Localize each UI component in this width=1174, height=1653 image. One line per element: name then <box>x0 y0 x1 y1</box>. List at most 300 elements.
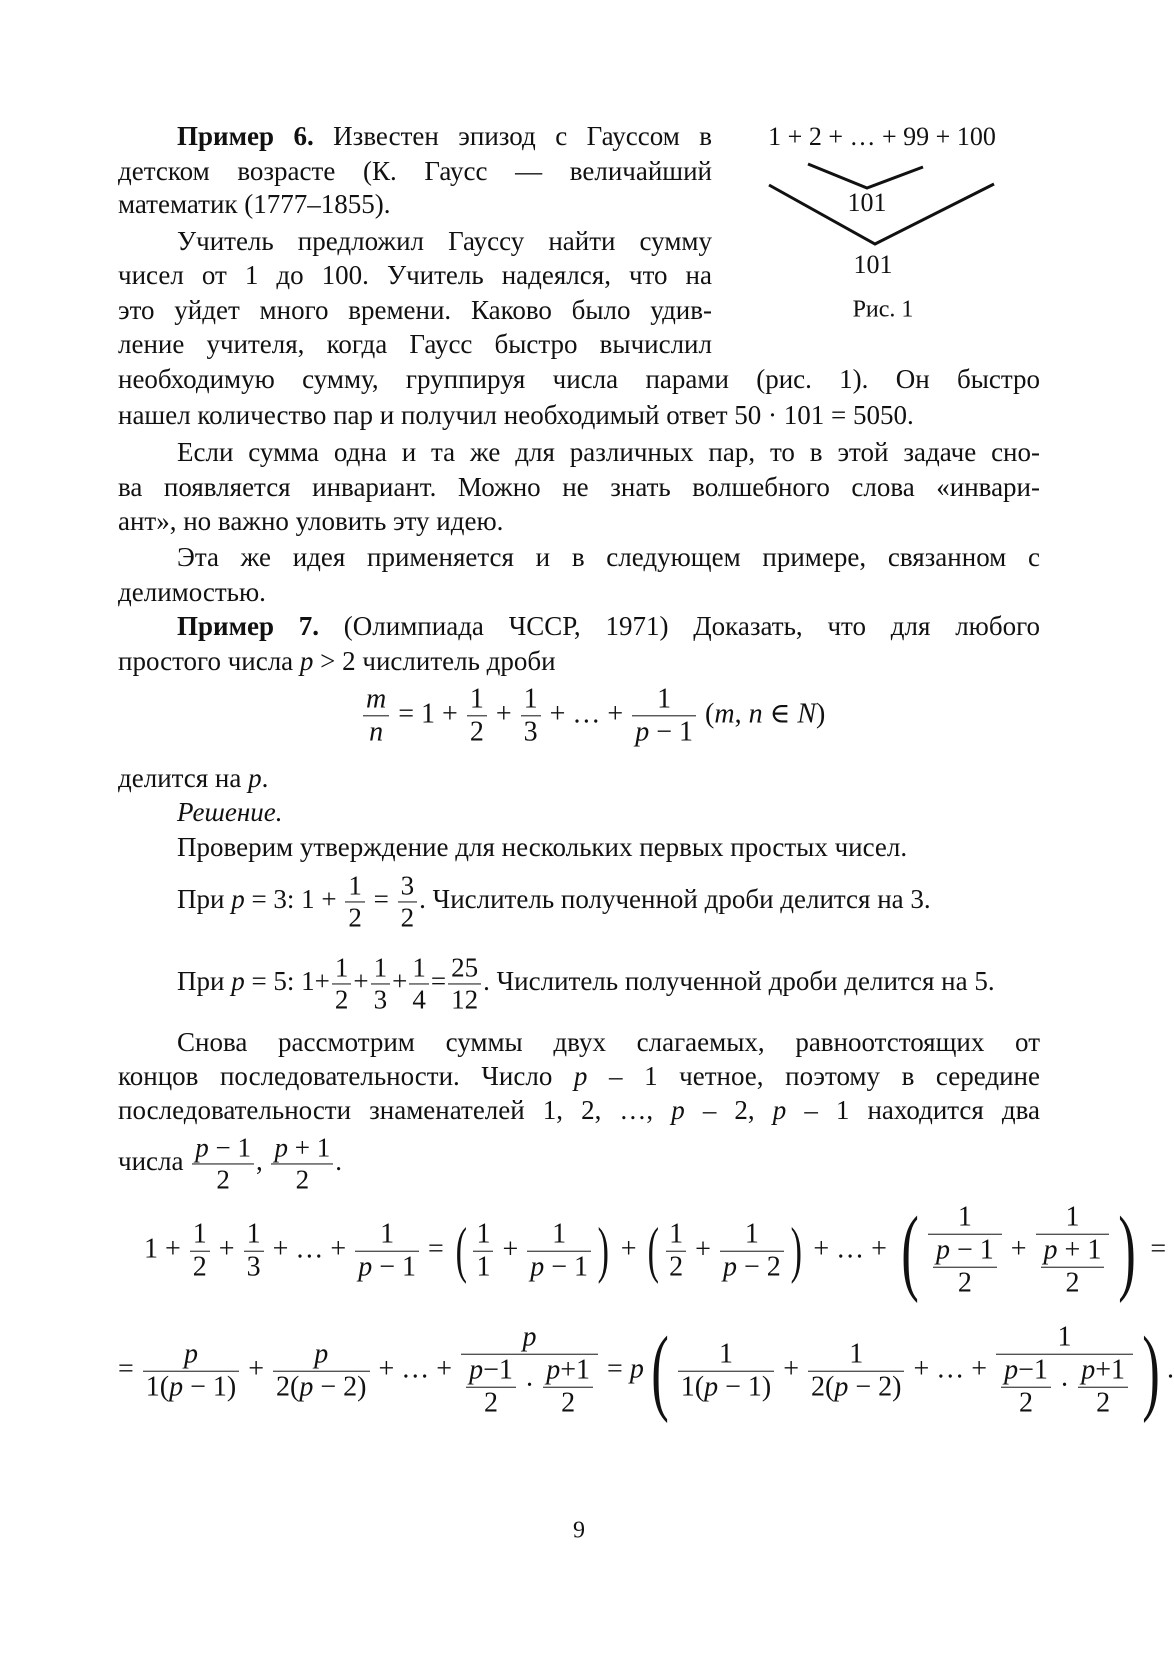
text-line <box>118 761 1040 795</box>
italic-variable: p <box>722 1251 737 1283</box>
numerator <box>332 952 352 984</box>
group-content <box>676 1322 1135 1421</box>
fraction <box>996 1322 1133 1421</box>
fraction <box>345 870 365 933</box>
group-content <box>471 1218 593 1283</box>
numerator <box>632 683 696 716</box>
text-run: 3 <box>373 984 388 1015</box>
text-run: 1 <box>957 1201 972 1233</box>
text-run: математик (1777–1855). <box>118 189 391 219</box>
italic-variable: p <box>935 1234 950 1266</box>
denominator <box>996 1355 1133 1420</box>
fraction <box>355 1218 419 1283</box>
text-run: При <box>177 966 232 997</box>
text-run: 1 <box>373 952 388 983</box>
text-run: . Числитель полученной дроби делится на 3. <box>419 884 931 915</box>
text-line <box>118 644 1040 678</box>
italic-variable: p <box>671 1095 685 1125</box>
text-run: 1 <box>476 1218 491 1250</box>
text-run: простого числа <box>118 646 300 676</box>
text-run: последовательности знаменателей 1, 2, …, <box>118 1095 672 1125</box>
text-run: + <box>688 1233 718 1265</box>
text-run: −1 <box>483 1354 513 1386</box>
text-line <box>118 224 712 258</box>
text-run: + … + <box>806 1233 894 1265</box>
left-paren: ( <box>901 1197 919 1304</box>
text-run: концов последовательности. Число <box>118 1061 574 1091</box>
numerator <box>409 952 429 984</box>
italic-variable: p <box>530 1251 545 1283</box>
text-run: 2 <box>1018 1388 1033 1420</box>
text-line <box>118 362 1040 396</box>
fraction <box>271 1132 333 1195</box>
text-run: = <box>600 1353 630 1385</box>
text-run: − 2) <box>848 1371 902 1403</box>
page-number: 9 <box>573 1517 585 1544</box>
text-run: 1 <box>348 870 362 901</box>
text-run: = <box>366 884 396 915</box>
right-paren: ) <box>1142 1317 1160 1424</box>
italic-variable: m <box>714 698 735 730</box>
text-run: + <box>613 1233 644 1265</box>
text-run: 1 <box>744 1218 759 1250</box>
text-run: = <box>430 966 447 997</box>
denominator <box>409 985 429 1016</box>
numerator <box>271 1132 333 1164</box>
text-run: , <box>734 698 749 730</box>
group-content <box>926 1202 1111 1301</box>
fraction <box>467 683 487 748</box>
denominator <box>345 903 365 934</box>
text-run: 2( <box>276 1371 300 1403</box>
text-run: 2( <box>811 1371 835 1403</box>
text-run: 2 <box>400 902 415 933</box>
denominator <box>1001 1388 1051 1420</box>
text-run: 25 <box>451 952 479 983</box>
fraction <box>371 952 391 1015</box>
denominator <box>363 717 389 749</box>
formula <box>361 683 825 748</box>
text-run: делимостью. <box>118 577 266 607</box>
text-run: 2 <box>295 1164 310 1195</box>
numerator <box>371 952 391 984</box>
denominator <box>273 1372 369 1404</box>
italic-variable: p <box>834 1371 849 1403</box>
italic-variable: p <box>358 1251 373 1283</box>
text-run: – 2, <box>684 1095 773 1125</box>
fraction <box>273 1338 369 1403</box>
numerator <box>808 1338 904 1371</box>
text-run: 1 + <box>144 1233 188 1265</box>
denominator <box>1036 1235 1110 1300</box>
text-line <box>118 187 712 221</box>
text-run: + <box>241 1353 272 1385</box>
numerator <box>928 1202 1002 1235</box>
fraction <box>409 952 429 1015</box>
text-run: необходимую сумму, группируя числа парами (рис. 1). Он быстро <box>118 364 1040 394</box>
formula <box>144 1197 1167 1304</box>
text-run: 1( <box>145 1371 170 1403</box>
text-run: 2 <box>483 1388 498 1420</box>
text-run: Эта же идея применяется и в следующем примере, связанном с <box>177 542 1040 572</box>
text-run: 2 <box>469 716 484 748</box>
parenthesized-group <box>451 1218 614 1283</box>
fraction <box>473 1218 493 1283</box>
text-line <box>118 795 1040 829</box>
text-run: = 3: 1 + <box>244 884 344 915</box>
text-run: 50 · 101 = 5050. <box>734 400 914 430</box>
figure-caption: Рис. 1 <box>852 296 914 323</box>
italic-variable: p <box>635 716 650 748</box>
text-run: 2 <box>561 1388 576 1420</box>
denominator <box>467 717 487 749</box>
numerator <box>1001 1355 1051 1388</box>
text-line <box>118 119 712 153</box>
text-run: нашел количество пар и получил необходимый ответ <box>118 400 735 430</box>
text-run: 3 <box>400 870 415 901</box>
italic-variable: p <box>629 1353 644 1385</box>
text-run: + <box>353 966 369 997</box>
text-run: − 2) <box>313 1371 367 1403</box>
text-run: При <box>177 884 232 915</box>
formula <box>118 1317 1174 1424</box>
fraction <box>808 1338 904 1403</box>
italic-variable: p <box>469 1354 484 1386</box>
denominator <box>466 1388 516 1420</box>
text-line <box>118 609 1040 643</box>
italic-variable: p <box>231 884 245 915</box>
parenthesized-group <box>644 1317 1167 1424</box>
text-run: это уйдет много времени. Каково было удив- <box>118 295 712 325</box>
italic-variable: p <box>522 1321 537 1353</box>
numerator <box>143 1338 239 1371</box>
denominator <box>521 717 541 749</box>
text-line <box>118 1132 1040 1195</box>
text-run: 4 <box>412 984 426 1015</box>
denominator <box>678 1372 774 1404</box>
text-run: − 1 <box>949 1234 994 1266</box>
text-line <box>118 398 1040 432</box>
numerator <box>273 1338 369 1371</box>
left-paren: ( <box>651 1317 669 1424</box>
text-run: 1 <box>523 683 538 715</box>
fraction <box>363 683 389 748</box>
fraction <box>448 952 481 1015</box>
denominator <box>543 1388 593 1420</box>
text-run: . <box>261 763 269 793</box>
text-run: − 1 <box>544 1251 589 1283</box>
figure-inner-pair-sum: 101 <box>847 188 887 217</box>
text-run: 2 <box>669 1251 684 1283</box>
left-paren: ( <box>648 1217 660 1285</box>
text-run: 1 <box>849 1338 864 1370</box>
text-run: − 1 <box>372 1251 416 1283</box>
numerator <box>1041 1235 1105 1268</box>
text-run: + … + <box>542 698 631 730</box>
parenthesized-group <box>643 1218 806 1283</box>
example-heading: Пример 7. <box>177 611 320 641</box>
text-line <box>118 575 1040 609</box>
text-run: . <box>1166 1353 1174 1385</box>
text-run: + 1 <box>1057 1234 1102 1266</box>
text-run: −1 <box>1018 1354 1048 1386</box>
italic-variable: N <box>797 698 816 730</box>
text-run: Проверим утверждение для нескольких первых простых чисел. <box>177 832 908 862</box>
text-line <box>118 1093 1040 1127</box>
fraction <box>332 952 352 1015</box>
denominator <box>1078 1388 1128 1420</box>
numerator <box>1078 1355 1128 1388</box>
numerator <box>933 1235 997 1268</box>
text-run: 3 <box>246 1251 261 1283</box>
fraction <box>1036 1202 1110 1301</box>
denominator <box>448 985 481 1016</box>
fraction <box>1078 1355 1128 1420</box>
fraction <box>398 870 418 933</box>
text-run: 12 <box>451 984 479 1015</box>
numerator <box>448 952 481 984</box>
numerator <box>473 1218 493 1251</box>
text-run: Снова рассмотрим суммы двух слагаемых, равноотстоящих от <box>177 1027 1040 1057</box>
italic-variable: p <box>573 1061 588 1091</box>
numerator <box>521 683 541 716</box>
italic-variable: p <box>1004 1354 1019 1386</box>
text-run: = <box>118 1353 141 1385</box>
text-run: 1 <box>669 1218 684 1250</box>
text-run: ∈ <box>762 698 798 730</box>
denominator <box>933 1268 997 1300</box>
numerator <box>398 870 418 902</box>
text-run: + <box>776 1353 807 1385</box>
fraction <box>527 1218 591 1283</box>
text-line <box>118 1025 1040 1059</box>
numerator <box>1036 1202 1110 1235</box>
italic-variable: p <box>231 966 245 997</box>
text-run: = 5: 1+ <box>244 966 330 997</box>
text-run: + … + <box>906 1353 995 1385</box>
fraction <box>928 1202 1002 1301</box>
italic-variable: n <box>369 716 384 748</box>
numerator <box>192 1132 254 1164</box>
denominator <box>461 1355 598 1420</box>
numerator <box>363 683 389 716</box>
text-run: + <box>392 966 408 997</box>
text-run: 1 <box>412 952 426 983</box>
denominator <box>143 1372 239 1404</box>
italic-variable: p <box>299 646 314 676</box>
fraction <box>543 1355 593 1420</box>
numerator <box>720 1218 784 1251</box>
text-run: 1 <box>476 1251 491 1283</box>
text-run: 1 <box>380 1218 395 1250</box>
text-run: числа <box>118 1146 191 1177</box>
text-run: ) <box>816 698 826 730</box>
fraction <box>1001 1355 1051 1420</box>
numerator <box>244 1218 264 1251</box>
text-run: > 2 числитель дроби <box>313 646 556 676</box>
fraction <box>192 1132 254 1195</box>
italic-variable: p <box>772 1095 787 1125</box>
denominator <box>1041 1268 1105 1300</box>
text-run: 2 <box>1065 1268 1080 1300</box>
text-run: 1 <box>469 683 484 715</box>
numerator <box>355 1218 419 1251</box>
text-line <box>118 952 1040 1015</box>
text-run: детском возрасте (К. Гаусс — величайший <box>118 156 712 186</box>
numerator <box>467 683 487 716</box>
denominator <box>808 1372 904 1404</box>
text-line <box>118 258 712 292</box>
text-run: − 2 <box>736 1251 781 1283</box>
text-run: · <box>517 1370 542 1402</box>
text-run: 1 <box>552 1218 567 1250</box>
text-run: 2 <box>348 902 362 933</box>
numerator <box>461 1322 598 1355</box>
right-paren: ) <box>1118 1197 1137 1304</box>
text-run: − 1 <box>649 716 694 748</box>
text-run: 1 <box>1065 1201 1080 1233</box>
text-line <box>118 504 1040 538</box>
text-line <box>118 1059 1040 1093</box>
text-line <box>118 435 1040 469</box>
text-run: + <box>495 1233 526 1265</box>
text-run: · <box>1052 1370 1077 1402</box>
text-run: 2 <box>957 1268 972 1300</box>
text-run: 2 <box>1096 1388 1111 1420</box>
text-run: 1 <box>719 1338 733 1370</box>
italic-variable: p <box>314 1338 329 1370</box>
denominator <box>398 903 418 934</box>
denominator <box>632 717 696 749</box>
text-run: 1 <box>246 1218 261 1250</box>
left-paren: ( <box>455 1217 467 1285</box>
text-run: = <box>420 1233 451 1265</box>
text-run: − 1) <box>183 1371 237 1403</box>
italic-variable: p <box>274 1132 288 1163</box>
italic-variable: p <box>195 1132 209 1163</box>
fraction <box>244 1218 264 1283</box>
numerator <box>466 1355 516 1388</box>
text-line <box>118 154 712 188</box>
text-line <box>118 293 712 327</box>
denominator <box>271 1165 333 1196</box>
text-run: чисел от 1 до 100. Учитель надеялся, что на <box>118 260 712 290</box>
fraction <box>1041 1235 1105 1300</box>
italic-variable: p <box>248 763 262 793</box>
italic-variable: Решение. <box>177 797 283 827</box>
italic-variable: p <box>184 1338 199 1370</box>
text-run: (Олимпиада ЧССР, 1971) Доказать, что для любого <box>319 611 1040 641</box>
denominator <box>355 1252 419 1284</box>
denominator <box>244 1252 264 1284</box>
numerator <box>678 1338 774 1371</box>
text-run: – 1 находится два <box>786 1095 1041 1125</box>
text-run: 1( <box>680 1371 705 1403</box>
text-run: + <box>1003 1233 1034 1265</box>
denominator <box>928 1235 1002 1300</box>
figure-sum-expression: 1 + 2 + … + 99 + 100 <box>768 122 996 151</box>
text-run: . <box>335 1146 342 1177</box>
italic-variable: p <box>169 1371 184 1403</box>
fraction <box>143 1338 239 1403</box>
text-run: 1 <box>192 1218 207 1250</box>
text-run: – 1 четное, поэтому в середине <box>587 1061 1040 1091</box>
text-run: 1 <box>657 683 672 715</box>
numerator <box>527 1218 591 1251</box>
text-run: , <box>255 1146 270 1177</box>
text-run: 1 <box>334 952 349 983</box>
right-paren: ) <box>790 1217 802 1285</box>
fraction <box>632 683 696 748</box>
numerator <box>190 1218 210 1251</box>
italic-variable: p <box>704 1371 719 1403</box>
text-run: ва появляется инвариант. Можно не знать волшебного слова «инвари- <box>118 472 1040 502</box>
text-run: ант», но важно уловить эту идею. <box>118 506 504 536</box>
fraction <box>466 1355 516 1420</box>
text-run: . Числитель полученной дроби делится на 5. <box>483 966 995 997</box>
text-line <box>118 870 1040 933</box>
text-line <box>118 327 712 361</box>
text-run: ( <box>698 698 715 730</box>
text-run: Если сумма одна и та же для различных пар, то в этой задаче сно- <box>177 437 1040 467</box>
fraction <box>461 1322 598 1421</box>
italic-variable: p <box>299 1371 314 1403</box>
text-run: + <box>488 698 519 730</box>
text-run: делится на <box>118 763 249 793</box>
numerator <box>996 1322 1133 1355</box>
text-run: 3 <box>523 716 538 748</box>
numerator <box>666 1218 686 1251</box>
denominator <box>332 985 352 1016</box>
denominator <box>666 1252 686 1284</box>
parenthesized-group <box>894 1197 1143 1304</box>
denominator <box>371 985 391 1016</box>
text-run: 1 <box>1057 1321 1072 1353</box>
denominator <box>720 1252 784 1284</box>
text-run: 2 <box>192 1251 207 1283</box>
figure-outer-pair-sum: 101 <box>853 250 893 279</box>
text-line <box>118 830 1040 864</box>
text-run: ление учителя, когда Гаусс быстро вычислил <box>118 329 712 359</box>
fraction <box>933 1235 997 1300</box>
denominator <box>190 1252 210 1284</box>
text-line <box>118 540 1040 574</box>
numerator <box>543 1355 593 1388</box>
right-paren: ) <box>597 1217 610 1285</box>
text-run: + 1 <box>287 1132 331 1163</box>
fraction <box>678 1338 774 1403</box>
text-run: − 1) <box>718 1371 772 1403</box>
italic-variable: p <box>1043 1234 1058 1266</box>
italic-variable: m <box>366 683 387 715</box>
italic-variable: n <box>748 698 763 730</box>
text-run: + … + <box>371 1353 460 1385</box>
text-run: + <box>211 1233 242 1265</box>
denominator <box>527 1252 591 1284</box>
inner-pair-bracket <box>808 164 923 188</box>
fraction <box>521 683 541 748</box>
text-run: = 1 + <box>391 698 465 730</box>
text-run: +1 <box>560 1354 591 1386</box>
text-run: +1 <box>1095 1354 1125 1386</box>
text-line <box>118 470 1040 504</box>
text-run: Известен эпизод с Гауссом в <box>313 121 713 151</box>
text-run: = <box>1143 1233 1167 1265</box>
text-run: + … + <box>265 1233 354 1265</box>
denominator <box>192 1165 254 1196</box>
italic-variable: p <box>546 1354 561 1386</box>
text-run: 2 <box>334 984 349 1015</box>
